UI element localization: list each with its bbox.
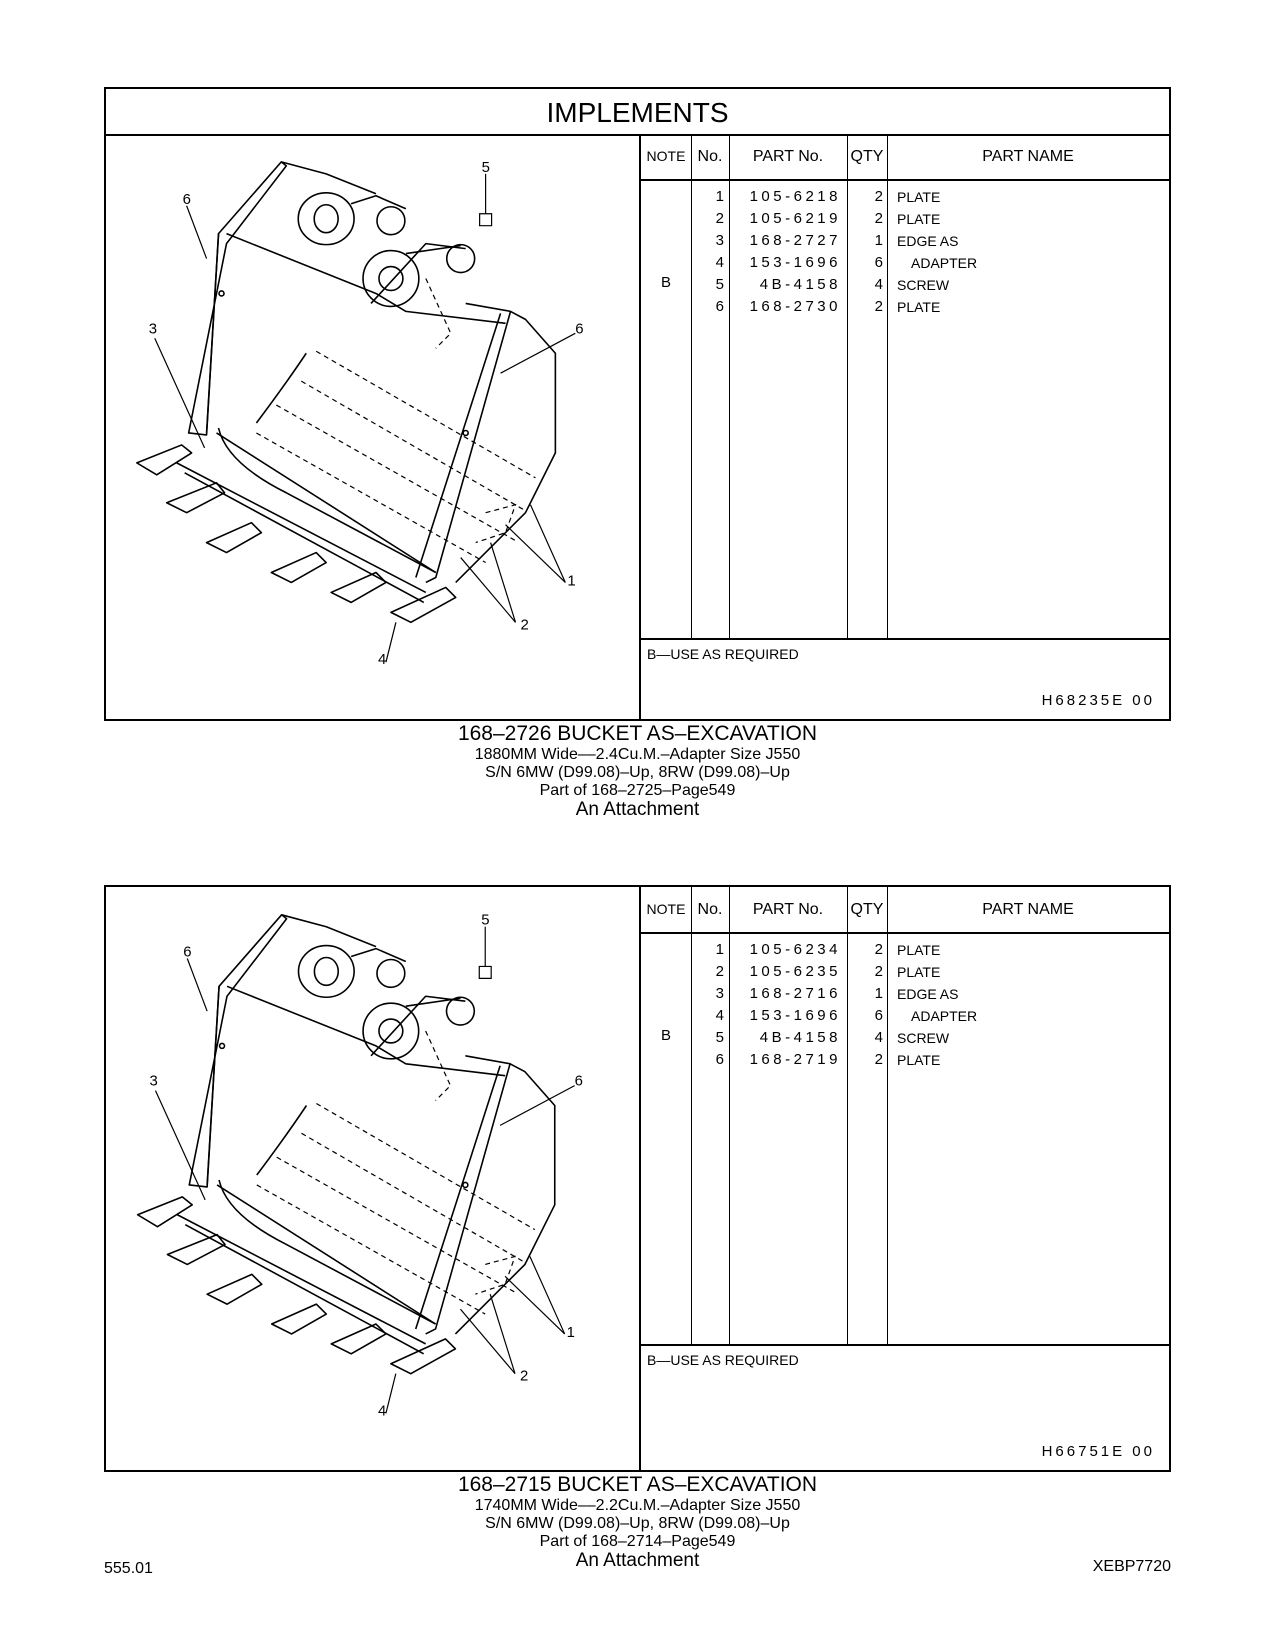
- header-part-no: PART No.: [752, 901, 824, 918]
- callout-2: 2: [519, 1368, 529, 1385]
- header-note: NOTE: [646, 148, 686, 164]
- header-no: No.: [697, 148, 723, 165]
- table-row: [641, 1005, 1169, 1027]
- header-qty: QTY: [850, 148, 884, 165]
- parts-panel-2: [104, 885, 1171, 1472]
- callout-4: 4: [377, 651, 387, 669]
- table-row: [641, 939, 1169, 961]
- page-number: 555.01: [104, 1560, 153, 1577]
- callout-6a: 6: [182, 190, 191, 208]
- caption-line: S/N 6MW (D99.08)–Up, 8RW (D99.08)–Up: [485, 764, 790, 781]
- caption-title: 168–2726 BUCKET AS–EXCAVATION: [457, 722, 818, 745]
- note-letter: B: [660, 1027, 671, 1044]
- row-no: 2: [715, 963, 724, 980]
- drawing-code: H66751E 00: [1041, 1443, 1155, 1460]
- header-qty: QTY: [850, 901, 884, 918]
- bucket-drawing-2: [106, 887, 639, 1470]
- caption-2: [104, 1473, 1171, 1571]
- caption-line: S/N 6MW (D99.08)–Up, 8RW (D99.08)–Up: [485, 1515, 790, 1532]
- table-row: [641, 1049, 1169, 1071]
- callout-1: 1: [566, 1324, 575, 1341]
- table-row: [641, 252, 1169, 274]
- drawing-code: H68235E 00: [1041, 692, 1155, 709]
- table-row: [641, 1027, 1169, 1049]
- row-part-no: 168-2716: [749, 985, 841, 1002]
- row-part-name: SCREW: [897, 1030, 950, 1046]
- row-part-name: SCREW: [897, 277, 950, 293]
- row-part-no: 105-6235: [749, 963, 841, 980]
- row-part-name: PLATE: [897, 299, 941, 315]
- row-part-no: 105-6234: [749, 941, 841, 958]
- row-qty: 2: [874, 941, 883, 958]
- row-qty: 2: [874, 298, 883, 315]
- row-no: 5: [715, 1029, 724, 1046]
- callout-6b: 6: [574, 1073, 583, 1090]
- table-row: [641, 983, 1169, 1005]
- callout-6a: 6: [183, 944, 192, 961]
- callout-6b: 6: [575, 320, 584, 338]
- row-no: 1: [715, 188, 724, 205]
- row-part-no: 4B-4158: [759, 276, 841, 293]
- row-no: 4: [715, 1007, 724, 1024]
- row-part-name: PLATE: [897, 942, 941, 958]
- header-no: No.: [697, 901, 723, 918]
- row-part-name: PLATE: [897, 964, 941, 980]
- row-qty: 6: [874, 1007, 883, 1024]
- row-part-no: 153-1696: [749, 1007, 841, 1024]
- row-part-name: ADAPTER: [911, 255, 978, 271]
- row-part-name: PLATE: [897, 1052, 941, 1068]
- table-row: [641, 208, 1169, 230]
- row-part-no: 168-2719: [749, 1051, 841, 1068]
- row-no: 6: [715, 1051, 724, 1068]
- row-part-name: ADAPTER: [911, 1008, 978, 1024]
- caption-line: An Attachment: [575, 1550, 700, 1571]
- callout-3: 3: [149, 1073, 158, 1090]
- bucket-illustration: [106, 134, 639, 719]
- row-no: 1: [715, 941, 724, 958]
- row-no: 5: [715, 276, 724, 293]
- table-row: [641, 274, 1169, 296]
- parts-panel-1: [104, 87, 1171, 721]
- header-part-name: PART NAME: [982, 901, 1074, 918]
- caption-line: 1740MM Wide––2.2Cu.M.–Adapter Size J550: [474, 1497, 801, 1514]
- row-qty: 2: [874, 210, 883, 227]
- row-part-no: 168-2727: [749, 232, 841, 249]
- caption-line: An Attachment: [575, 799, 700, 820]
- table-row: [641, 961, 1169, 983]
- callout-2: 2: [520, 616, 529, 634]
- callout-5: 5: [481, 912, 490, 929]
- header-part-name: PART NAME: [982, 148, 1074, 165]
- caption-line: Part of 168–2725–Page549: [539, 782, 736, 799]
- header-note: NOTE: [646, 901, 686, 917]
- callout-5: 5: [481, 158, 490, 176]
- caption-1: [104, 722, 1171, 820]
- row-no: 2: [715, 210, 724, 227]
- table-header: [641, 887, 1169, 934]
- caption-line: Part of 168–2714–Page549: [539, 1533, 736, 1550]
- table-body: [641, 186, 1169, 318]
- note-letter: B: [660, 274, 671, 291]
- row-qty: 4: [874, 1029, 883, 1046]
- row-no: 3: [715, 232, 724, 249]
- row-part-name: EDGE AS: [897, 233, 959, 249]
- header-part-no: PART No.: [752, 148, 824, 165]
- document-code: XEBP7720: [1092, 1558, 1171, 1575]
- row-qty: 2: [874, 188, 883, 205]
- row-part-no: 105-6218: [749, 188, 841, 205]
- row-part-no: 105-6219: [749, 210, 841, 227]
- callout-4: 4: [377, 1403, 387, 1420]
- row-part-no: 153-1696: [749, 254, 841, 271]
- row-part-name: EDGE AS: [897, 986, 959, 1002]
- row-part-name: PLATE: [897, 189, 941, 205]
- row-no: 6: [715, 298, 724, 315]
- row-part-no: 168-2730: [749, 298, 841, 315]
- table-body: [641, 939, 1169, 1071]
- section-title: IMPLEMENTS: [106, 89, 1169, 136]
- table-footer: [641, 1344, 1169, 1470]
- callout-3: 3: [148, 320, 158, 338]
- bucket-illustration: [106, 887, 639, 1470]
- footnote: B—USE AS REQUIRED: [647, 646, 799, 662]
- row-qty: 2: [874, 1051, 883, 1068]
- row-qty: 6: [874, 254, 883, 271]
- table-footer: [641, 638, 1169, 719]
- table-header: [641, 134, 1169, 181]
- parts-table-2: [639, 887, 1169, 1470]
- caption-title: 168–2715 BUCKET AS–EXCAVATION: [457, 1473, 818, 1496]
- row-no: 3: [715, 985, 724, 1002]
- row-qty: 1: [874, 985, 883, 1002]
- table-row: [641, 186, 1169, 208]
- row-qty: 2: [874, 963, 883, 980]
- caption-line: 1880MM Wide––2.4Cu.M.–Adapter Size J550: [474, 746, 801, 763]
- row-qty: 1: [874, 232, 883, 249]
- table-row: [641, 230, 1169, 252]
- row-part-name: PLATE: [897, 211, 941, 227]
- row-qty: 4: [874, 276, 883, 293]
- footnote: B—USE AS REQUIRED: [647, 1352, 799, 1368]
- bucket-drawing-1: [106, 134, 639, 719]
- row-part-no: 4B-4158: [759, 1029, 841, 1046]
- table-row: [641, 296, 1169, 318]
- row-no: 4: [715, 254, 724, 271]
- callout-1: 1: [567, 572, 576, 590]
- parts-table-1: [639, 134, 1169, 719]
